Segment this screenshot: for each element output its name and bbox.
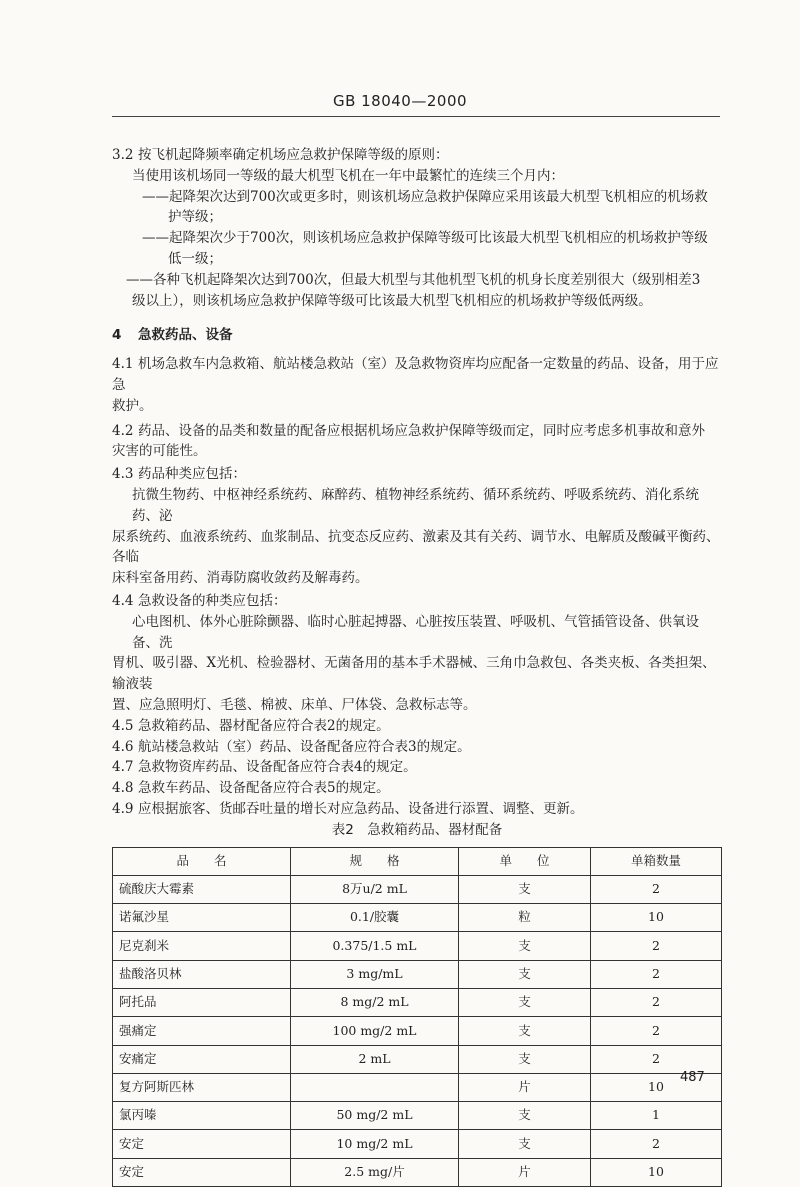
cell-quantity: 10 bbox=[591, 1158, 722, 1186]
section-title: 急救药品、设备 bbox=[138, 327, 233, 343]
cell-quantity: 10 bbox=[591, 1073, 722, 1101]
cell-name: 强痛定 bbox=[113, 1017, 291, 1045]
header-rule bbox=[112, 116, 720, 117]
cell-name: 复方阿斯匹林 bbox=[113, 1073, 291, 1101]
bullet-3-line-1: ——各种飞机起降架次达到700次，但最大机型与其他机型飞机的机身长度差别很大（级别相差3 bbox=[112, 270, 722, 291]
cell-unit: 粒 bbox=[459, 904, 591, 932]
clause-title: 按飞机起降频率确定机场应急救护保障等级的原则： bbox=[138, 147, 449, 163]
clause-text: 航站楼急救站（室）药品、设备配备应符合表3的规定。 bbox=[138, 739, 471, 755]
cell-quantity: 2 bbox=[591, 875, 722, 903]
page-number: 487 bbox=[680, 1070, 705, 1085]
column-header: 品 名 bbox=[113, 847, 291, 875]
cell-spec: 0.375/1.5 mL bbox=[291, 932, 459, 960]
cell-unit: 片 bbox=[459, 1158, 591, 1186]
table-header-row bbox=[113, 847, 722, 875]
cell-spec: 3 mg/mL bbox=[291, 960, 459, 988]
bullet-1-line-2: 护等级； bbox=[112, 207, 722, 228]
cell-name: 硫酸庆大霉素 bbox=[113, 875, 291, 903]
cell-name: 盐酸洛贝林 bbox=[113, 960, 291, 988]
cell-quantity: 10 bbox=[591, 904, 722, 932]
clause-text: 应根据旅客、货邮吞吐量的增长对应急药品、设备进行添置、调整、更新。 bbox=[138, 801, 584, 817]
clause-4-8 bbox=[112, 778, 722, 799]
bullet-2-line-2: 低一级； bbox=[112, 249, 722, 270]
cell-spec: 8万u/2 mL bbox=[291, 875, 459, 903]
cell-quantity: 1 bbox=[591, 1102, 722, 1130]
table-2-title: 表2 急救箱药品、器材配备 bbox=[112, 820, 722, 841]
table-row bbox=[113, 1102, 722, 1130]
cell-unit: 支 bbox=[459, 1102, 591, 1130]
bullet-2-line-1: ——起降架次少于700次，则该机场应急救护保障等级可比该最大机型飞机相应的机场救护等级 bbox=[112, 228, 722, 249]
clause-4-2-cont: 灾害的可能性。 bbox=[112, 441, 722, 462]
clause-4-6 bbox=[112, 737, 722, 758]
clause-number: 4.2 bbox=[112, 421, 138, 442]
clause-4-3-line-1: 抗微生物药、中枢神经系统药、麻醉药、植物神经系统药、循环系统药、呼吸系统药、消化系统药、泌 bbox=[112, 485, 722, 527]
cell-unit: 支 bbox=[459, 1017, 591, 1045]
cell-quantity: 2 bbox=[591, 1130, 722, 1158]
cell-quantity: 2 bbox=[591, 988, 722, 1016]
table-row bbox=[113, 932, 722, 960]
cell-spec: 2 mL bbox=[291, 1045, 459, 1073]
table-row bbox=[113, 1130, 722, 1158]
clause-number: 3.2 bbox=[112, 145, 138, 166]
cell-spec bbox=[291, 1073, 459, 1101]
cell-spec: 100 mg/2 mL bbox=[291, 1017, 459, 1045]
document-body bbox=[112, 145, 722, 1187]
clause-4-4-line-3: 置、应急照明灯、毛毯、棉被、床单、尸体袋、急救标志等。 bbox=[112, 695, 722, 716]
clause-text: 急救车药品、设备配备应符合表5的规定。 bbox=[138, 780, 390, 796]
bullet-3-line-2: 级以上），则该机场应急救护保障等级可比该最大机型飞机相应的机场救护等级低两级。 bbox=[112, 291, 722, 312]
table-row bbox=[113, 1017, 722, 1045]
cell-unit: 片 bbox=[459, 1073, 591, 1101]
cell-name: 安定 bbox=[113, 1158, 291, 1186]
clause-number: 4.4 bbox=[112, 591, 138, 612]
cell-spec: 10 mg/2 mL bbox=[291, 1130, 459, 1158]
clause-text: 药品种类应包括： bbox=[138, 466, 246, 482]
clause-4-4 bbox=[112, 591, 722, 612]
clause-text: 急救箱药品、器材配备应符合表2的规定。 bbox=[138, 718, 390, 734]
cell-name: 阿托品 bbox=[113, 988, 291, 1016]
cell-spec: 2.5 mg/片 bbox=[291, 1158, 459, 1186]
cell-unit: 支 bbox=[459, 1045, 591, 1073]
clause-number: 4.6 bbox=[112, 737, 138, 758]
clause-text: 药品、设备的品类和数量的配备应根据机场应急救护保障等级而定，同时应考虑多机事故和意外 bbox=[138, 423, 705, 439]
clause-4-1 bbox=[112, 354, 722, 396]
clause-4-3 bbox=[112, 464, 722, 485]
clause-4-3-line-2: 尿系统药、血液系统药、血浆制品、抗变态反应药、激素及其有关药、调节水、电解质及酸碱平衡药、各临 bbox=[112, 527, 722, 569]
table-2 bbox=[112, 847, 722, 1187]
cell-unit: 支 bbox=[459, 932, 591, 960]
clause-number: 4.1 bbox=[112, 354, 138, 375]
cell-unit: 支 bbox=[459, 1130, 591, 1158]
cell-unit: 支 bbox=[459, 988, 591, 1016]
cell-name: 安定 bbox=[113, 1130, 291, 1158]
cell-quantity: 2 bbox=[591, 1017, 722, 1045]
clause-4-3-line-3: 床科室备用药、消毒防腐收敛药及解毒药。 bbox=[112, 568, 722, 589]
cell-quantity: 2 bbox=[591, 960, 722, 988]
clause-text: 急救设备的种类应包括： bbox=[138, 593, 287, 609]
clause-number: 4.8 bbox=[112, 778, 138, 799]
cell-spec: 8 mg/2 mL bbox=[291, 988, 459, 1016]
section-3-2-heading bbox=[112, 145, 722, 166]
cell-spec: 0.1/胶囊 bbox=[291, 904, 459, 932]
clause-number: 4.5 bbox=[112, 716, 138, 737]
table-row bbox=[113, 1073, 722, 1101]
column-header: 规 格 bbox=[291, 847, 459, 875]
cell-unit: 支 bbox=[459, 960, 591, 988]
clause-number: 4.3 bbox=[112, 464, 138, 485]
table-row bbox=[113, 988, 722, 1016]
section-4-heading bbox=[112, 325, 722, 346]
cell-name: 诺氟沙星 bbox=[113, 904, 291, 932]
cell-quantity: 2 bbox=[591, 1045, 722, 1073]
cell-quantity: 2 bbox=[591, 932, 722, 960]
cell-unit: 支 bbox=[459, 875, 591, 903]
column-header: 单 位 bbox=[459, 847, 591, 875]
clause-4-2 bbox=[112, 421, 722, 442]
clause-4-5 bbox=[112, 716, 722, 737]
clause-4-1-cont: 救护。 bbox=[112, 396, 722, 417]
table-2-body bbox=[113, 875, 722, 1186]
column-header: 单箱数量 bbox=[591, 847, 722, 875]
bullet-1-line-1: ——起降架次达到700次或更多时，则该机场应急救护保障应采用该最大机型飞机相应的机场救 bbox=[112, 187, 722, 208]
clause-4-7 bbox=[112, 757, 722, 778]
cell-name: 氯丙嗪 bbox=[113, 1102, 291, 1130]
clause-4-4-line-1: 心电图机、体外心脏除颤器、临时心脏起搏器、心脏按压装置、呼吸机、气管插管设备、供氧设备、洗 bbox=[112, 612, 722, 654]
table-row bbox=[113, 960, 722, 988]
standard-code-header: GB 18040—2000 bbox=[0, 92, 800, 110]
cell-name: 尼克刹米 bbox=[113, 932, 291, 960]
clause-number: 4.7 bbox=[112, 757, 138, 778]
clause-text: 机场急救车内急救箱、航站楼急救站（室）及急救物资库均应配备一定数量的药品、设备，用于应急 bbox=[112, 356, 719, 393]
table-row bbox=[113, 904, 722, 932]
clause-intro: 当使用该机场同一等级的最大机型飞机在一年中最繁忙的连续三个月内： bbox=[112, 166, 722, 187]
clause-text: 急救物资库药品、设备配备应符合表4的规定。 bbox=[138, 759, 417, 775]
cell-spec: 50 mg/2 mL bbox=[291, 1102, 459, 1130]
table-row bbox=[113, 1045, 722, 1073]
table-row bbox=[113, 1158, 722, 1186]
clause-4-9 bbox=[112, 799, 722, 820]
section-number: 4 bbox=[112, 325, 138, 346]
cell-name: 安痛定 bbox=[113, 1045, 291, 1073]
clause-4-4-line-2: 胃机、吸引器、X光机、检验器材、无菌备用的基本手术器械、三角巾急救包、各类夹板、各类担架、输液装 bbox=[112, 653, 722, 695]
clause-number: 4.9 bbox=[112, 799, 138, 820]
table-row bbox=[113, 875, 722, 903]
